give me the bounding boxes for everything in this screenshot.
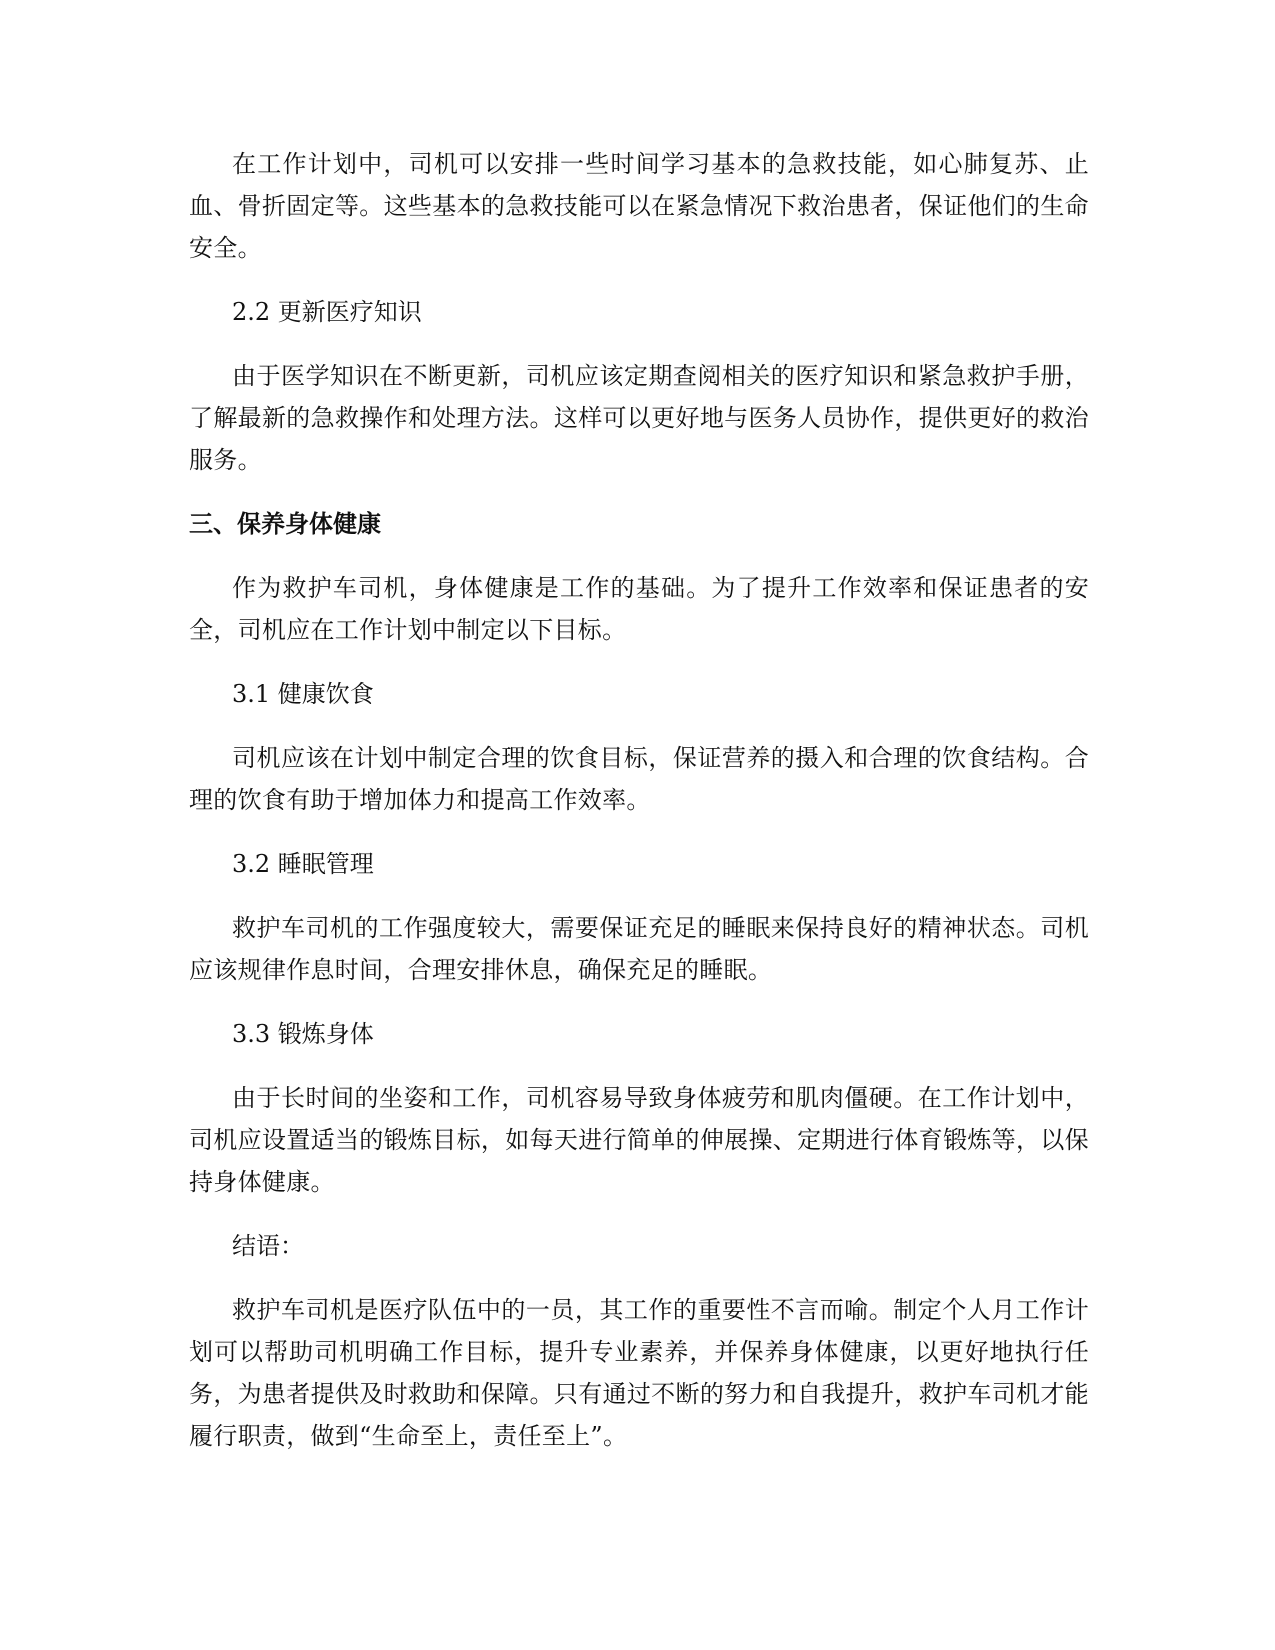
- subheading-3-3: 3.3 锻炼身体: [232, 1020, 374, 1048]
- paragraph-medical-knowledge: 由于医学知识在不断更新，司机应该定期查阅相关的医疗知识和紧急救护手册，了解最新的急救操作和处理方法。这样可以更好地与医务人员协作，提供更好的救治服务。: [189, 362, 1089, 474]
- subheading-conclusion: 结语：: [232, 1232, 304, 1260]
- section-heading-3: 三、保养身体健康: [189, 510, 381, 538]
- paragraph-sleep: 救护车司机的工作强度较大，需要保证充足的睡眠来保持良好的精神状态。司机应该规律作息时间，合理安排休息，确保充足的睡眠。: [189, 914, 1089, 984]
- paragraph-health-intro: 作为救护车司机，身体健康是工作的基础。为了提升工作效率和保证患者的安全，司机应在工作计划中制定以下目标。: [189, 574, 1089, 644]
- subheading-3-2: 3.2 睡眠管理: [232, 850, 374, 878]
- document-body: [189, 143, 1089, 1479]
- paragraph-exercise: 由于长时间的坐姿和工作，司机容易导致身体疲劳和肌肉僵硬。在工作计划中，司机应设置适当的锻炼目标，如每天进行简单的伸展操、定期进行体育锻炼等，以保持身体健康。: [189, 1084, 1089, 1196]
- paragraph-conclusion: 救护车司机是医疗队伍中的一员，其工作的重要性不言而喻。制定个人月工作计划可以帮助司机明确工作目标，提升专业素养，并保养身体健康，以更好地执行任务，为患者提供及时救助和保障。只有通过不断的努力和自我提升，救护车司机才能履行职责，做到“生命至上，责任至上”。: [189, 1296, 1089, 1450]
- subheading-3-1: 3.1 健康饮食: [232, 680, 374, 708]
- subheading-2-2: 2.2 更新医疗知识: [232, 298, 422, 326]
- paragraph-diet: 司机应该在计划中制定合理的饮食目标，保证营养的摄入和合理的饮食结构。合理的饮食有助于增加体力和提高工作效率。: [189, 744, 1089, 814]
- paragraph-first-aid-skills: 在工作计划中，司机可以安排一些时间学习基本的急救技能，如心肺复苏、止血、骨折固定等。这些基本的急救技能可以在紧急情况下救治患者，保证他们的生命安全。: [189, 150, 1089, 262]
